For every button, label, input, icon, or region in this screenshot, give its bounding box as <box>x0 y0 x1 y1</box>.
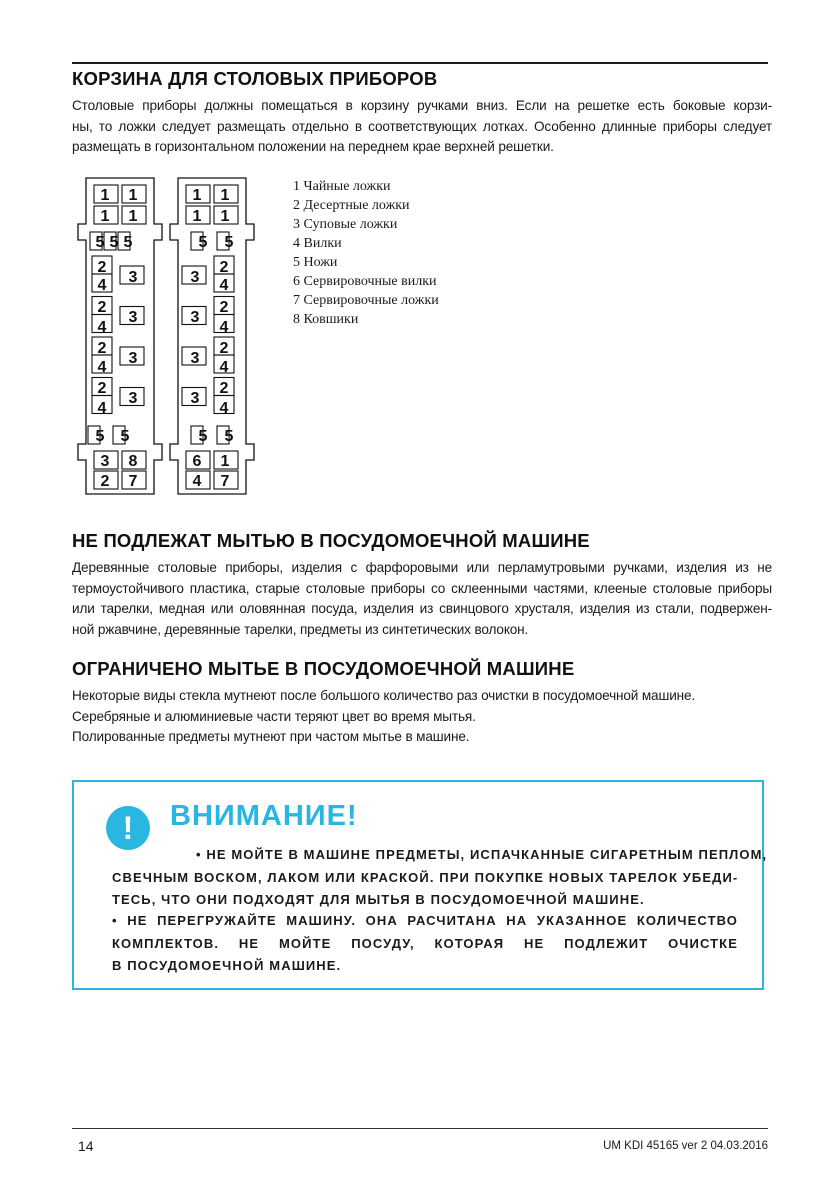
cell-number: 1 <box>100 187 110 204</box>
cell-number: 2 <box>97 299 107 316</box>
top-rule <box>72 62 768 64</box>
legend-item: 3 Суповые ложки <box>293 217 398 232</box>
exclamation-icon: ! <box>106 806 150 850</box>
cell-number: 3 <box>190 350 200 367</box>
cell-number: 3 <box>190 269 200 286</box>
legend-item: 8 Ковшики <box>293 312 359 327</box>
basket-section-text <box>72 96 772 158</box>
cell-number: 3 <box>190 390 200 407</box>
text-line: • НЕ МОЙТЕ В МАШИНЕ ПРЕДМЕТЫ, ИСПАЧКАННЫЕ СИГАРЕТНЫМ ПЕПЛОМ, <box>196 847 768 862</box>
cell-number: 3 <box>128 390 138 407</box>
cell-number: 1 <box>192 208 202 225</box>
cell-number: 4 <box>219 277 229 294</box>
cell-number: 5 <box>123 234 133 251</box>
cell-number: 6 <box>192 453 202 470</box>
cell-number: 7 <box>220 473 230 490</box>
cell-number: 1 <box>128 208 138 225</box>
text-line: размещать в горизонтальном положении на переднем крае верхней решетки. <box>72 139 554 154</box>
text-line: Серебряные и алюминиевые части теряют цвет во время мытья. <box>72 708 476 724</box>
warning-box <box>72 780 768 990</box>
not-washable-title: НЕ ПОДЛЕЖАТ МЫТЬЮ В ПОСУДОМОЕЧНОЙ МАШИНЕ <box>72 530 590 551</box>
page-number: 14 <box>78 1138 94 1154</box>
basket-section-title: КОРЗИНА ДЛЯ СТОЛОВЫХ ПРИБОРОВ <box>72 68 438 89</box>
cell-number: 2 <box>97 259 107 276</box>
cell-number: 5 <box>198 234 208 251</box>
cell-number: 1 <box>192 187 202 204</box>
document-id: UM KDI 45165 ver 2 04.03.2016 <box>603 1140 768 1152</box>
text-line: Деревянные столовые приборы, изделия с фарфоровыми или перламутровыми ручками, изделия из не <box>72 560 772 575</box>
cell-number: 5 <box>120 428 130 445</box>
cell-number: 3 <box>128 309 138 326</box>
text-line: ной ржавчине, деревянные тарелки, предметы из синтетических волокон. <box>72 621 529 637</box>
cell-number: 7 <box>128 473 138 490</box>
text-line: термоустойчивого пластика, старые столовые приборы со склеенными частями, клееные столовые приборы <box>72 580 772 596</box>
text-line: В ПОСУДОМОЕЧНОЙ МАШИНЕ. <box>112 958 342 973</box>
cell-number: 5 <box>224 428 234 445</box>
text-line: ны, то ложки следует размещать отдельно в соответствующих лотках. Особенно длинные приборы следует <box>72 118 772 134</box>
cutlery-basket-diagram <box>74 176 270 496</box>
cell-number: 2 <box>219 259 229 276</box>
cell-number: 2 <box>219 380 229 397</box>
cell-number: 2 <box>97 340 107 357</box>
cell-number: 5 <box>95 428 105 445</box>
warning-item-2 <box>112 910 738 978</box>
cell-number: 1 <box>220 187 230 204</box>
cell-number: 4 <box>219 359 229 376</box>
bottom-rule <box>72 1128 768 1129</box>
legend-item: 7 Сервировочные ложки <box>293 293 439 308</box>
cell-number: 1 <box>100 208 110 225</box>
cell-number: 2 <box>219 299 229 316</box>
cell-number: 3 <box>128 269 138 286</box>
text-line: СВЕЧНЫМ ВОСКОМ, ЛАКОМ ИЛИ КРАСКОЙ. ПРИ ПОКУПКЕ НОВЫХ ТАРЕЛОК УБЕДИ- <box>112 869 739 885</box>
cell-number: 4 <box>97 400 107 417</box>
limited-washing-title: ОГРАНИЧЕНО МЫТЬЕ В ПОСУДОМОЕЧНОЙ МАШИНЕ <box>72 658 575 679</box>
text-line: ТЕСЬ, ЧТО ОНИ ПОДХОДЯТ ДЛЯ МЫТЬЯ В ПОСУДОМОЕЧНОЙ МАШИНЕ. <box>112 892 645 907</box>
cell-number: 5 <box>198 428 208 445</box>
cell-number: 5 <box>95 234 105 251</box>
cell-number: 3 <box>190 309 200 326</box>
legend-item: 4 Вилки <box>293 236 342 251</box>
text-line: Столовые приборы должны помещаться в корзину ручками вниз. Если на решетке есть боковые корзи- <box>72 98 772 113</box>
not-washable-text <box>72 558 772 640</box>
cell-number: 2 <box>219 340 229 357</box>
text-line: Полированные предметы мутнеют при частом мытье в машине. <box>72 729 470 744</box>
cell-number: 4 <box>219 319 229 336</box>
text-line: Некоторые виды стекла мутнеют после большого количество раз очистки в посудомоечной машине. <box>72 688 696 703</box>
warning-title: ВНИМАНИЕ! <box>170 800 358 832</box>
cell-number: 2 <box>97 380 107 397</box>
cell-number: 5 <box>224 234 234 251</box>
legend-item: 5 Ножи <box>293 255 338 270</box>
cell-number: 1 <box>128 187 138 204</box>
cell-number: 3 <box>100 453 110 470</box>
text-line: • НЕ ПЕРЕГРУЖАЙТЕ МАШИНУ. ОНА РАСЧИТАНА НА УКАЗАННОЕ КОЛИЧЕСТВО <box>112 913 738 928</box>
cell-number: 4 <box>219 400 229 417</box>
cell-number: 5 <box>109 234 119 251</box>
limited-washing-text <box>72 686 772 748</box>
cell-number: 4 <box>192 473 202 490</box>
cell-number: 4 <box>97 359 107 376</box>
basket-legend <box>293 177 439 329</box>
cell-number: 1 <box>220 208 230 225</box>
cell-number: 3 <box>128 350 138 367</box>
text-line: или тарелки, медная или оловянная посуда, изделия из свинцового хрусталя, изделия из стали, подвержен- <box>72 601 772 616</box>
cell-number: 1 <box>220 453 230 470</box>
legend-item: 2 Десертные ложки <box>293 198 410 213</box>
legend-item: 6 Сервировочные вилки <box>293 274 437 289</box>
warning-item-1 <box>112 844 768 912</box>
cell-number: 4 <box>97 319 107 336</box>
cell-number: 2 <box>100 473 110 490</box>
cell-number: 8 <box>128 453 138 470</box>
text-line: КОМПЛЕКТОВ. НЕ МОЙТЕ ПОСУДУ, КОТОРАЯ НЕ ПОДЛЕЖИТ ОЧИСТКЕ <box>112 935 738 951</box>
legend-item: 1 Чайные ложки <box>293 179 391 194</box>
cell-number: 4 <box>97 277 107 294</box>
